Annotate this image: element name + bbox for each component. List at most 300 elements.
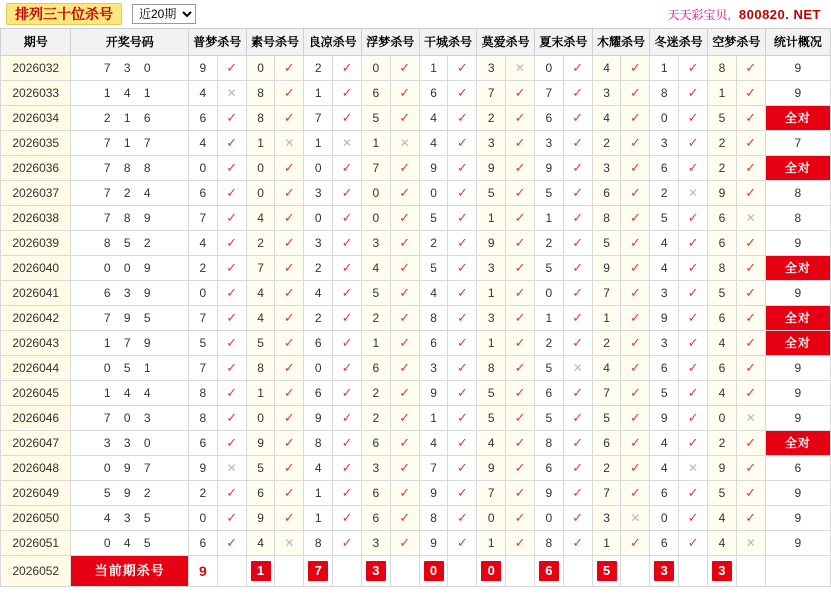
check-icon: ✓ bbox=[687, 135, 699, 150]
cell-kill-result bbox=[506, 431, 535, 456]
cell-kill-number: 6 bbox=[650, 481, 679, 506]
check-icon: ✓ bbox=[514, 160, 526, 175]
cell-issue: 2026038 bbox=[1, 206, 71, 231]
check-icon: ✓ bbox=[745, 485, 757, 500]
cross-icon: ✕ bbox=[342, 135, 353, 150]
cell-kill-result bbox=[333, 381, 362, 406]
check-icon: ✓ bbox=[745, 235, 757, 250]
cell-kill-number: 2 bbox=[188, 256, 217, 281]
check-icon: ✓ bbox=[456, 235, 468, 250]
check-icon: ✓ bbox=[514, 510, 526, 525]
check-icon: ✓ bbox=[226, 135, 238, 150]
cell-kill-result bbox=[679, 406, 708, 431]
cell-kill-result bbox=[506, 206, 535, 231]
check-icon: ✓ bbox=[456, 460, 468, 475]
cell-kill-number: 2 bbox=[246, 231, 275, 256]
cell-kill-result bbox=[333, 331, 362, 356]
cell-kill-number: 3 bbox=[419, 356, 448, 381]
cell-kill-result bbox=[448, 256, 477, 281]
cell-kill-result bbox=[506, 506, 535, 531]
cell-kill-number: 6 bbox=[361, 506, 390, 531]
check-icon: ✓ bbox=[629, 210, 641, 225]
cell-issue: 2026042 bbox=[1, 306, 71, 331]
cell-kill-number: 1 bbox=[304, 81, 333, 106]
check-icon: ✓ bbox=[629, 310, 641, 325]
cell-kill-result bbox=[679, 506, 708, 531]
cell-issue: 2026037 bbox=[1, 181, 71, 206]
check-icon: ✓ bbox=[745, 460, 757, 475]
cell-kill-result bbox=[275, 131, 304, 156]
cell-kill-result bbox=[736, 231, 765, 256]
cell-kill-result bbox=[275, 106, 304, 131]
cell-kill-result bbox=[679, 81, 708, 106]
cell-kill-result bbox=[621, 206, 650, 231]
current-kill-chip: 7 bbox=[308, 561, 328, 581]
cell-kill-result bbox=[736, 481, 765, 506]
check-icon: ✓ bbox=[341, 535, 353, 550]
cell-kill-result bbox=[333, 256, 362, 281]
cell-kill-number: 6 bbox=[592, 181, 621, 206]
cell-kill-result bbox=[621, 56, 650, 81]
cell-kill-result bbox=[736, 181, 765, 206]
table-row bbox=[1, 381, 831, 406]
check-icon: ✓ bbox=[629, 285, 641, 300]
check-icon: ✓ bbox=[399, 310, 411, 325]
cell-kill-result bbox=[275, 431, 304, 456]
cell-current-kill-number bbox=[708, 556, 737, 587]
cell-kill-number: 6 bbox=[419, 331, 448, 356]
check-icon: ✓ bbox=[456, 185, 468, 200]
check-icon: ✓ bbox=[456, 135, 468, 150]
cell-kill-result bbox=[621, 81, 650, 106]
cell-kill-number: 5 bbox=[534, 256, 563, 281]
cell-kill-number: 9 bbox=[188, 56, 217, 81]
cell-current-kill-number bbox=[534, 556, 563, 587]
cell-kill-number: 9 bbox=[650, 406, 679, 431]
cell-kill-number: 3 bbox=[477, 306, 506, 331]
cell-kill-result bbox=[506, 381, 535, 406]
cell-current-kill-number bbox=[592, 556, 621, 587]
check-icon: ✓ bbox=[687, 535, 699, 550]
check-icon: ✓ bbox=[399, 260, 411, 275]
cell-kill-result bbox=[333, 181, 362, 206]
cell-kill-result bbox=[275, 381, 304, 406]
cell-kill-result bbox=[217, 206, 246, 231]
cell-kill-number: 2 bbox=[708, 131, 737, 156]
cell-kill-number: 3 bbox=[477, 131, 506, 156]
cell-kill-number: 1 bbox=[477, 281, 506, 306]
cell-kill-number: 4 bbox=[419, 131, 448, 156]
cell-kill-result bbox=[448, 131, 477, 156]
cell-kill-result bbox=[448, 381, 477, 406]
cell-kill-number: 0 bbox=[188, 156, 217, 181]
check-icon: ✓ bbox=[226, 110, 238, 125]
cell-statistics: 全对 bbox=[765, 331, 830, 356]
cross-icon: ✕ bbox=[745, 410, 756, 425]
cell-kill-result bbox=[563, 81, 592, 106]
cell-kill-number: 4 bbox=[650, 456, 679, 481]
table-row bbox=[1, 181, 831, 206]
cell-kill-result bbox=[506, 531, 535, 556]
cell-kill-number: 7 bbox=[304, 106, 333, 131]
cell-kill-number: 4 bbox=[708, 331, 737, 356]
check-icon: ✓ bbox=[572, 185, 584, 200]
th-group-6: 莫爱杀号 bbox=[477, 29, 535, 56]
cross-icon: ✕ bbox=[399, 135, 410, 150]
cell-kill-result bbox=[390, 256, 419, 281]
check-icon: ✓ bbox=[399, 435, 411, 450]
check-icon: ✓ bbox=[514, 85, 526, 100]
cell-kill-number: 6 bbox=[534, 381, 563, 406]
cell-issue: 2026047 bbox=[1, 431, 71, 456]
cell-kill-result bbox=[506, 456, 535, 481]
check-icon: ✓ bbox=[514, 360, 526, 375]
cell-kill-result bbox=[506, 106, 535, 131]
cell-kill-number: 0 bbox=[534, 506, 563, 531]
check-icon: ✓ bbox=[226, 60, 238, 75]
cell-kill-number: 8 bbox=[708, 56, 737, 81]
check-icon: ✓ bbox=[341, 435, 353, 450]
cross-icon: ✕ bbox=[226, 460, 237, 475]
cell-kill-result bbox=[275, 281, 304, 306]
cross-icon: ✕ bbox=[284, 135, 295, 150]
cell-kill-result bbox=[563, 156, 592, 181]
cell-statistics: 9 bbox=[765, 356, 830, 381]
cell-issue: 2026033 bbox=[1, 81, 71, 106]
check-icon: ✓ bbox=[687, 410, 699, 425]
cell-kill-result bbox=[679, 306, 708, 331]
cell-kill-result bbox=[390, 106, 419, 131]
cell-issue: 2026044 bbox=[1, 356, 71, 381]
cell-kill-number: 7 bbox=[592, 281, 621, 306]
cell-kill-number: 4 bbox=[419, 106, 448, 131]
cell-kill-number: 0 bbox=[361, 206, 390, 231]
cell-current-kill-number bbox=[361, 556, 390, 587]
cell-kill-result bbox=[736, 131, 765, 156]
cell-statistics: 全对 bbox=[765, 106, 830, 131]
check-icon: ✓ bbox=[283, 335, 295, 350]
cell-kill-result bbox=[736, 506, 765, 531]
check-icon: ✓ bbox=[572, 410, 584, 425]
cell-kill-number: 9 bbox=[708, 181, 737, 206]
cell-kill-number: 6 bbox=[361, 481, 390, 506]
cell-kill-result bbox=[217, 281, 246, 306]
check-icon: ✓ bbox=[283, 160, 295, 175]
cell-current-blank bbox=[390, 556, 419, 587]
cell-kill-number: 1 bbox=[419, 406, 448, 431]
table-row bbox=[1, 406, 831, 431]
cell-kill-result bbox=[275, 56, 304, 81]
cell-kill-result bbox=[448, 106, 477, 131]
cell-kill-number: 4 bbox=[650, 256, 679, 281]
cell-kill-number: 3 bbox=[650, 281, 679, 306]
cell-kill-number: 0 bbox=[304, 156, 333, 181]
cell-kill-result bbox=[621, 531, 650, 556]
cell-kill-number: 1 bbox=[304, 506, 333, 531]
cell-kill-result bbox=[679, 381, 708, 406]
check-icon: ✓ bbox=[226, 485, 238, 500]
cell-kill-number: 8 bbox=[419, 306, 448, 331]
cell-kill-number: 8 bbox=[708, 256, 737, 281]
cell-draw-code: 1 7 9 bbox=[71, 331, 188, 356]
check-icon: ✓ bbox=[341, 310, 353, 325]
cell-kill-number: 4 bbox=[188, 81, 217, 106]
cell-kill-result bbox=[333, 131, 362, 156]
cell-kill-number: 8 bbox=[188, 406, 217, 431]
cell-kill-number: 2 bbox=[304, 256, 333, 281]
cell-statistics: 9 bbox=[765, 381, 830, 406]
check-icon: ✓ bbox=[572, 135, 584, 150]
cross-icon: ✕ bbox=[688, 185, 699, 200]
check-icon: ✓ bbox=[745, 260, 757, 275]
cell-kill-number: 0 bbox=[477, 506, 506, 531]
cell-kill-result bbox=[333, 206, 362, 231]
cell-kill-number: 3 bbox=[304, 231, 333, 256]
cell-kill-number: 8 bbox=[246, 106, 275, 131]
check-icon: ✓ bbox=[572, 485, 584, 500]
cell-kill-number: 4 bbox=[246, 281, 275, 306]
cell-kill-number: 9 bbox=[246, 431, 275, 456]
check-icon: ✓ bbox=[629, 485, 641, 500]
cell-kill-number: 8 bbox=[534, 431, 563, 456]
cell-kill-result bbox=[333, 456, 362, 481]
cell-draw-code: 3 3 0 bbox=[71, 431, 188, 456]
table-row bbox=[1, 431, 831, 456]
check-icon: ✓ bbox=[456, 510, 468, 525]
cell-kill-number: 0 bbox=[246, 156, 275, 181]
check-icon: ✓ bbox=[572, 435, 584, 450]
check-icon: ✓ bbox=[514, 260, 526, 275]
cell-kill-result bbox=[736, 256, 765, 281]
cell-kill-number: 7 bbox=[419, 456, 448, 481]
cell-kill-number: 0 bbox=[304, 206, 333, 231]
cell-statistics: 9 bbox=[765, 231, 830, 256]
table-row bbox=[1, 456, 831, 481]
cell-kill-result bbox=[679, 181, 708, 206]
cell-kill-number: 6 bbox=[419, 81, 448, 106]
cell-statistics: 7 bbox=[765, 131, 830, 156]
table-row bbox=[1, 356, 831, 381]
cell-kill-result bbox=[736, 306, 765, 331]
table-row bbox=[1, 131, 831, 156]
cell-kill-result bbox=[390, 81, 419, 106]
check-icon: ✓ bbox=[629, 85, 641, 100]
cell-kill-result bbox=[390, 406, 419, 431]
cell-current-blank bbox=[621, 556, 650, 587]
check-icon: ✓ bbox=[572, 510, 584, 525]
cell-kill-number: 3 bbox=[361, 231, 390, 256]
cell-kill-number: 2 bbox=[650, 181, 679, 206]
check-icon: ✓ bbox=[572, 60, 584, 75]
cell-kill-number: 2 bbox=[592, 456, 621, 481]
cell-statistics: 9 bbox=[765, 281, 830, 306]
table-row bbox=[1, 481, 831, 506]
cell-kill-result bbox=[217, 81, 246, 106]
cell-kill-result bbox=[621, 456, 650, 481]
check-icon: ✓ bbox=[341, 410, 353, 425]
cell-kill-number: 0 bbox=[304, 356, 333, 381]
check-icon: ✓ bbox=[514, 235, 526, 250]
cell-kill-number: 9 bbox=[477, 456, 506, 481]
check-icon: ✓ bbox=[687, 435, 699, 450]
check-icon: ✓ bbox=[629, 335, 641, 350]
cell-kill-number: 2 bbox=[534, 331, 563, 356]
cell-kill-result bbox=[390, 206, 419, 231]
cell-kill-result bbox=[563, 456, 592, 481]
cell-kill-result bbox=[679, 456, 708, 481]
cell-kill-number: 7 bbox=[592, 381, 621, 406]
cell-kill-result bbox=[563, 356, 592, 381]
cell-kill-number: 8 bbox=[534, 531, 563, 556]
check-icon: ✓ bbox=[687, 60, 699, 75]
cell-kill-number: 2 bbox=[592, 331, 621, 356]
check-icon: ✓ bbox=[456, 335, 468, 350]
cell-kill-number: 0 bbox=[361, 56, 390, 81]
cell-kill-result bbox=[506, 81, 535, 106]
th-issue: 期号 bbox=[1, 29, 71, 56]
brand bbox=[668, 6, 825, 23]
check-icon: ✓ bbox=[283, 360, 295, 375]
check-icon: ✓ bbox=[226, 535, 238, 550]
cell-kill-number: 5 bbox=[708, 481, 737, 506]
cell-kill-number: 3 bbox=[361, 456, 390, 481]
check-icon: ✓ bbox=[399, 110, 411, 125]
cell-kill-number: 6 bbox=[361, 431, 390, 456]
cell-statistics: 9 bbox=[765, 406, 830, 431]
cell-statistics: 9 bbox=[765, 481, 830, 506]
cell-kill-number: 8 bbox=[304, 431, 333, 456]
cell-kill-number: 4 bbox=[246, 531, 275, 556]
table-row bbox=[1, 81, 831, 106]
cell-kill-result bbox=[679, 431, 708, 456]
cell-kill-result bbox=[448, 331, 477, 356]
cell-kill-result bbox=[563, 106, 592, 131]
cell-kill-number: 6 bbox=[246, 481, 275, 506]
cell-kill-number: 9 bbox=[592, 256, 621, 281]
check-icon: ✓ bbox=[456, 85, 468, 100]
cell-kill-number: 8 bbox=[304, 531, 333, 556]
cell-kill-result bbox=[736, 106, 765, 131]
cell-kill-number: 1 bbox=[477, 331, 506, 356]
cell-kill-number: 7 bbox=[188, 206, 217, 231]
cell-kill-number: 0 bbox=[708, 406, 737, 431]
cell-kill-result bbox=[390, 356, 419, 381]
check-icon: ✓ bbox=[572, 460, 584, 475]
check-icon: ✓ bbox=[687, 485, 699, 500]
cell-kill-result bbox=[448, 356, 477, 381]
check-icon: ✓ bbox=[341, 510, 353, 525]
check-icon: ✓ bbox=[456, 410, 468, 425]
cell-kill-number: 1 bbox=[246, 131, 275, 156]
cell-kill-result bbox=[679, 56, 708, 81]
cell-kill-result bbox=[736, 406, 765, 431]
cell-kill-number: 9 bbox=[419, 156, 448, 181]
cell-kill-number: 6 bbox=[708, 356, 737, 381]
cell-kill-result bbox=[563, 56, 592, 81]
cell-kill-result bbox=[506, 231, 535, 256]
cell-kill-number: 2 bbox=[361, 306, 390, 331]
cell-kill-result bbox=[390, 131, 419, 156]
cell-kill-number: 6 bbox=[708, 231, 737, 256]
period-select[interactable] bbox=[132, 4, 196, 24]
cell-kill-number: 3 bbox=[592, 506, 621, 531]
cell-kill-number: 1 bbox=[361, 131, 390, 156]
cell-kill-number: 2 bbox=[361, 406, 390, 431]
cell-kill-number: 8 bbox=[246, 356, 275, 381]
check-icon: ✓ bbox=[399, 410, 411, 425]
cell-kill-result bbox=[333, 281, 362, 306]
cell-statistics: 9 bbox=[765, 56, 830, 81]
cell-kill-result bbox=[563, 531, 592, 556]
cross-icon: ✕ bbox=[745, 210, 756, 225]
check-icon: ✓ bbox=[745, 135, 757, 150]
cell-issue: 2026032 bbox=[1, 56, 71, 81]
cell-kill-result bbox=[621, 156, 650, 181]
cell-statistics: 全对 bbox=[765, 256, 830, 281]
check-icon: ✓ bbox=[745, 285, 757, 300]
cell-kill-number: 9 bbox=[188, 456, 217, 481]
cell-kill-number: 2 bbox=[592, 131, 621, 156]
check-icon: ✓ bbox=[399, 160, 411, 175]
cell-kill-result bbox=[563, 481, 592, 506]
cell-kill-result bbox=[390, 506, 419, 531]
check-icon: ✓ bbox=[745, 510, 757, 525]
cell-kill-result bbox=[679, 281, 708, 306]
cell-kill-number: 0 bbox=[246, 56, 275, 81]
cell-kill-number: 4 bbox=[361, 256, 390, 281]
cell-draw-code: 8 5 2 bbox=[71, 231, 188, 256]
cell-draw-code: 0 0 9 bbox=[71, 256, 188, 281]
cell-kill-result bbox=[621, 306, 650, 331]
check-icon: ✓ bbox=[226, 410, 238, 425]
cell-kill-result bbox=[621, 356, 650, 381]
check-icon: ✓ bbox=[572, 535, 584, 550]
cell-statistics: 9 bbox=[765, 81, 830, 106]
cell-draw-code: 7 3 0 bbox=[71, 56, 188, 81]
cell-statistics: 全对 bbox=[765, 156, 830, 181]
cell-kill-result bbox=[736, 331, 765, 356]
cell-kill-result bbox=[506, 406, 535, 431]
check-icon: ✓ bbox=[687, 210, 699, 225]
check-icon: ✓ bbox=[283, 260, 295, 275]
cell-kill-result bbox=[736, 456, 765, 481]
cell-kill-result bbox=[217, 106, 246, 131]
cell-kill-result bbox=[390, 306, 419, 331]
check-icon: ✓ bbox=[629, 160, 641, 175]
check-icon: ✓ bbox=[399, 385, 411, 400]
cell-statistics: 9 bbox=[765, 506, 830, 531]
check-icon: ✓ bbox=[399, 285, 411, 300]
cell-kill-number: 9 bbox=[419, 381, 448, 406]
cell-kill-result bbox=[506, 56, 535, 81]
cell-kill-number: 3 bbox=[304, 181, 333, 206]
table-row bbox=[1, 106, 831, 131]
cell-draw-code: 7 8 8 bbox=[71, 156, 188, 181]
current-kill-chip: 0 bbox=[424, 561, 444, 581]
check-icon: ✓ bbox=[283, 310, 295, 325]
check-icon: ✓ bbox=[572, 310, 584, 325]
cell-kill-result bbox=[506, 331, 535, 356]
cross-icon: ✕ bbox=[572, 360, 583, 375]
cell-kill-number: 2 bbox=[708, 431, 737, 456]
cell-kill-result bbox=[621, 481, 650, 506]
cell-kill-result bbox=[390, 456, 419, 481]
cell-kill-number: 5 bbox=[246, 456, 275, 481]
check-icon: ✓ bbox=[456, 535, 468, 550]
cell-kill-number: 4 bbox=[708, 531, 737, 556]
check-icon: ✓ bbox=[341, 110, 353, 125]
cell-kill-result bbox=[217, 431, 246, 456]
